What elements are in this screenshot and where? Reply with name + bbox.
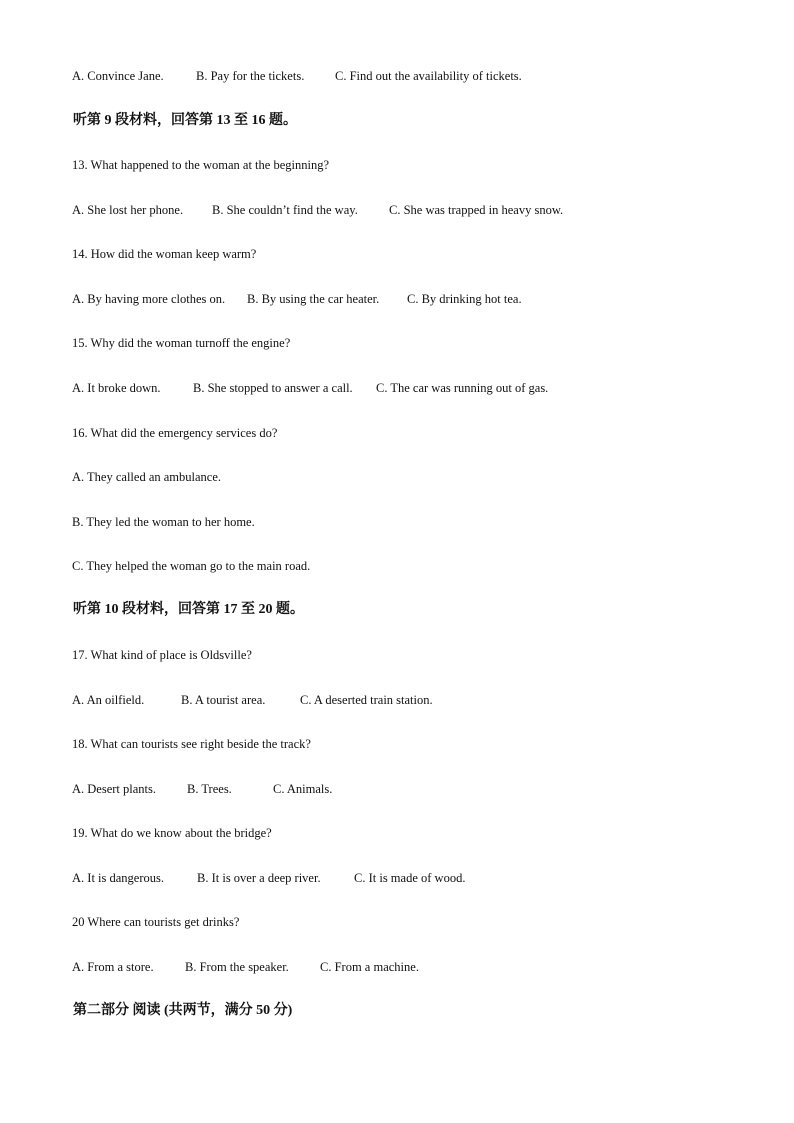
question-15: 15. Why did the woman turnoff the engine? [72,336,291,350]
option-a: A. She lost her phone. [72,203,184,217]
option-a: A. Desert plants. [72,782,157,796]
option-b: B. From the speaker. [185,960,289,974]
option-b: B. She stopped to answer a call. [193,381,353,395]
option-c: C. They helped the woman go to the main road. [72,559,311,573]
options-line [72,781,332,797]
option-c: C. From a machine. [320,960,419,974]
options-line [72,380,548,396]
option-c: C. By drinking hot tea. [407,292,522,306]
option-a: A. From a store. [72,960,154,974]
section-header: 听第 9 段材料，回答第 13 至 16 题。 [73,113,297,128]
option-b: B. A tourist area. [181,693,266,707]
option-b: B. It is over a deep river. [197,871,321,885]
section-header: 听第 10 段材料，回答第 17 至 20 题。 [73,602,304,617]
option-c: C. Animals. [273,782,333,796]
option-c: C. Find out the availability of tickets. [335,69,522,83]
options-line [72,959,419,975]
question-20: 20 Where can tourists get drinks? [72,915,240,929]
question-17: 17. What kind of place is Oldsville? [72,648,252,662]
part-header: 第二部分 阅读 (共两节，满分 50 分) [73,1003,293,1018]
question-16: 16. What did the emergency services do? [72,426,278,440]
question-13: 13. What happened to the woman at the beginning? [72,158,329,172]
option-a: A. An oilfield. [72,693,145,707]
option-b: B. They led the woman to her home. [72,515,255,529]
question-14: 14. How did the woman keep warm? [72,247,257,261]
option-b: B. By using the car heater. [247,292,380,306]
options-line [72,692,433,708]
option-c: C. The car was running out of gas. [376,381,549,395]
options-line [72,68,522,84]
option-b: B. Pay for the tickets. [196,69,305,83]
option-a: A. They called an ambulance. [72,470,222,484]
question-19: 19. What do we know about the bridge? [72,826,272,840]
option-a: A. By having more clothes on. [72,292,226,306]
options-line [72,291,522,307]
option-b: B. Trees. [187,782,232,796]
options-line [72,202,563,218]
question-18: 18. What can tourists see right beside the track? [72,737,311,751]
options-line [72,870,465,886]
option-b: B. She couldn’t find the way. [212,203,358,217]
option-c: C. A deserted train station. [300,693,433,707]
option-a: A. It broke down. [72,381,161,395]
option-c: C. She was trapped in heavy snow. [389,203,564,217]
option-a: A. It is dangerous. [72,871,164,885]
option-c: C. It is made of wood. [354,871,466,885]
option-a: A. Convince Jane. [72,69,164,83]
